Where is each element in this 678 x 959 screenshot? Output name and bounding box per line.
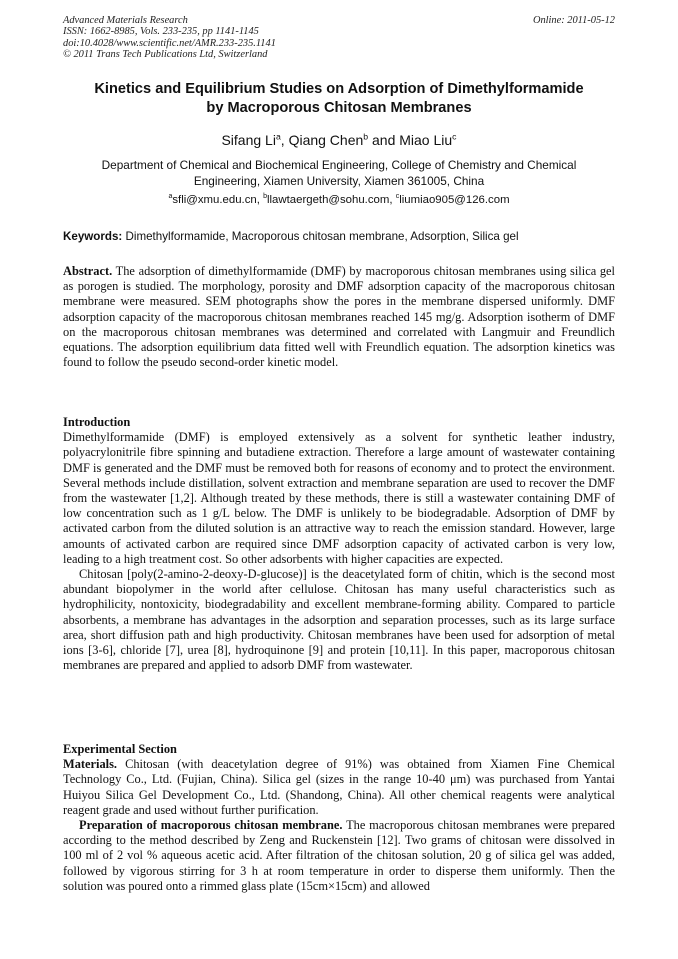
affiliation [60,157,618,189]
author-1: Sifang Li [221,132,276,148]
experimental-section [63,742,615,894]
author-2: Qiang Chen [288,132,364,148]
abstract-label: Abstract. [63,264,113,278]
materials-text: Chitosan (with deacetylation degree of 91%) was obtained from Xiamen Fine Chemical Technology Co., Ltd. (Fujian, China). Silica gel (sizes in the range 10-40 μm) was purchased from Yantai Huiyou Silica Gel Development Co., Ltd. (Shandong, China). All other chemical reagents were analytical reagent grade and used without further purification. [63,757,615,817]
introduction-paragraph-1: Dimethylformamide (DMF) is employed extensively as a solvent for synthetic leather industry, polyacrylonitrile fibre spinning and butadiene extraction. Therefore a large amount of wastewater containing DMF is generated and the DMF must be removed both for reasons of economy and to protect the environment. Several methods include distillation, solvent extraction and membrane separation are used to recover the DMF from the wastewater [1,2]. Although treated by these methods, there is still a wastewater containing DMF of low concentration such as 1 g/L below. The DMF is unlikely to be biodegradable. Adsorption of DMF by activated carbon from the diluted solution is an attractive way to reach the emission standard. However, large amounts of activated carbon are required since DMF adsorption capacity of activated carbon is very low, leading to a high treatment cost. So other adsorbents with higher capacities are expected. [63,430,615,566]
title-line-1: Kinetics and Equilibrium Studies on Adsorption of Dimethylformamide [94,81,584,97]
author-sep-1: , [280,132,289,148]
experimental-heading: Experimental Section [63,742,177,756]
author-3: Miao Liu [399,132,453,148]
preparation-text: The macroporous chitosan membranes were prepared according to the method described by Zeng and Ruckenstein [12]. Two grams of chitosan were dissolved in 100 ml of 2 vol % aqueous acetic acid. After filtration of the chitosan solution, 20 g of silica gel was added, followed by vigorous stirring for 3 h at room temperature in order to disperse them uniformly. Then the solution was poured onto a rimmed glass plate (15cm×15cm) and allowed [63,818,615,893]
keywords-text: Dimethylformamide, Macroporous chitosan membrane, Adsorption, Silica gel [122,230,519,243]
online-date: Online: 2011-05-12 [532,15,615,26]
email-2-sup: b [263,193,267,201]
materials-label: Materials. [63,757,118,772]
email-3-sup: c [395,193,400,201]
author-2-affil: b [363,131,369,142]
email-1-sup: a [168,193,173,201]
email-3: liumiao905@126.com [399,194,510,206]
doi-line: doi:10.4028/www.scientific.net/AMR.233-235.1141 [63,37,276,49]
title-line-2: by Macroporous Chitosan Membranes [206,100,472,116]
introduction-heading: Introduction [63,415,131,429]
issn-line: ISSN: 1662-8985, Vols. 233-235, pp 1141-1145 [63,26,259,38]
author-list [40,131,638,149]
keywords [63,230,615,244]
email-2: llawtaergeth@sohu.com, [266,194,396,206]
paper-title [40,80,638,118]
author-1-affil: a [275,131,281,142]
email-1: sfli@xmu.edu.cn, [172,194,264,206]
affiliation-line-1: Department of Chemical and Biochemical Engineering, College of Chemistry and Chemical [101,158,577,172]
affiliation-line-2: Engineering, Xiamen University, Xiamen 361005, China [193,174,485,188]
abstract-text: The adsorption of dimethylformamide (DMF) by macroporous chitosan membranes using silica gel as porogen is studied. The morphology, porosity and DMF adsorption capacity of the macroporous chitosan membrane were measured. SEM photographs show the pores in the membrane dispersed uniformly. DMF adsorption capacity of the macroporous chitosan membranes reached 145 mg/g. Adsorption isotherm of DMF on the macroporous chitosan membranes was determined and correlated with Langmuir and Freundlich equations. The adsorption equilibrium data fitted well with Freundlich equation. The adsorption kinetics was found to follow the pseudo second-order kinetic model. [63,264,615,370]
author-3-affil: c [452,131,457,142]
introduction-paragraph-2: Chitosan [poly(2-amino-2-deoxy-D-glucose)] is the deacetylated form of chitin, which is the second most abundant biopolymer in the world after cellulose. Chitosan has many useful characteristics such as hydrophilicity, nontoxicity, biodegradability and excellent membrane-forming ability. Compared to particle absorbents, a membrane has advantages in the adsorption and separation processes, such as its large surface area, short diffusion path and high productivity. Chitosan membranes have been used for adsorption of metal ions [3-6], chloride [7], urea [8], hydroquinone [9] and protein [10,11]. In this paper, macroporous chitosan membranes are prepared and applied to adsorb DMF from wastewater. [63,567,615,673]
email-list [40,192,638,208]
preparation-label: Preparation of macroporous chitosan membrane. [79,818,343,833]
journal-header [63,15,615,61]
introduction-section [63,415,615,673]
keywords-label: Keywords: [63,230,123,243]
journal-name: Advanced Materials Research [63,15,188,26]
abstract [63,264,615,370]
copyright-line: © 2011 Trans Tech Publications Ltd, Switzerland [63,49,268,61]
author-sep-2: and [368,132,400,148]
